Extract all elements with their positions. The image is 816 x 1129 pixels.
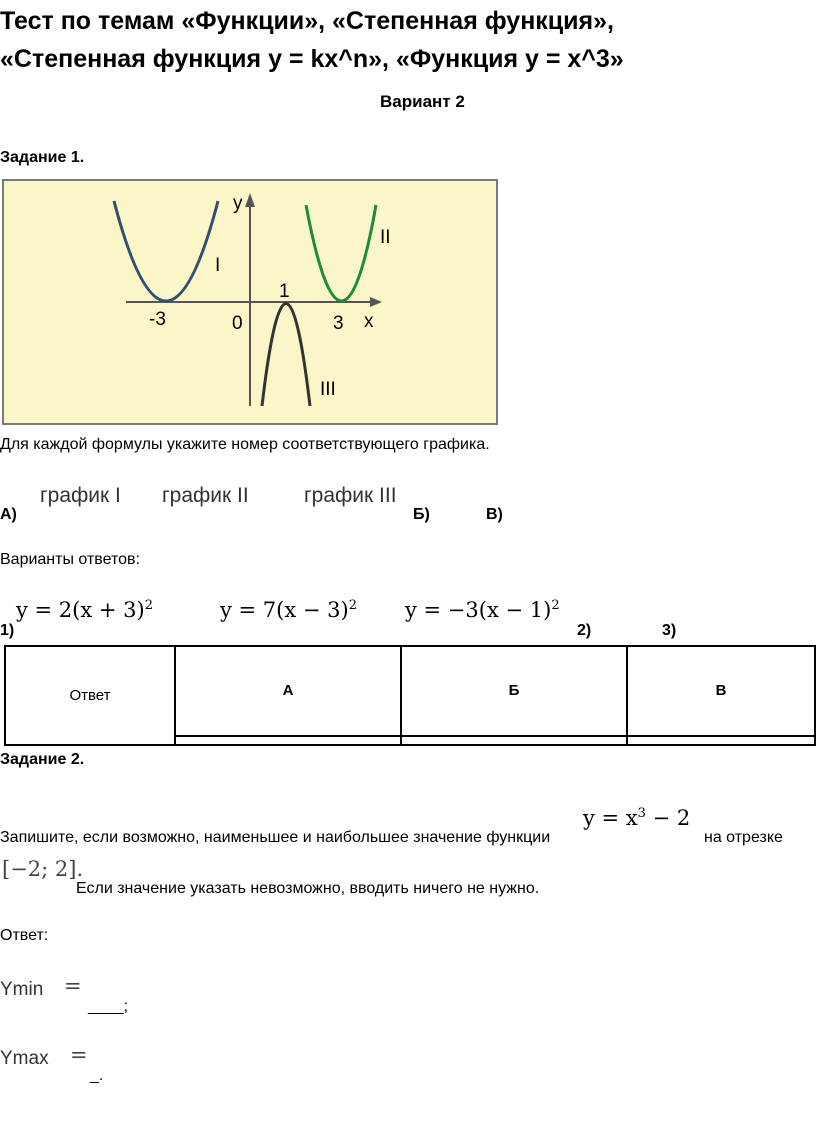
letter-a: А) <box>0 506 17 523</box>
letter-b: Б) <box>413 506 430 523</box>
num-3: 3) <box>662 622 677 639</box>
answer-label-cell: Ответ <box>5 646 175 745</box>
title-line-2: «Степенная функция y = kx^n», «Функция y = x^3» <box>0 45 624 73</box>
task1-instruction: Для каждой формулы укажите номер соответствующего графика. <box>0 436 490 453</box>
num-1: 1) <box>0 622 15 639</box>
graph-svg <box>4 181 496 423</box>
title-line-1: Тест по темам «Функции», «Степенная функция», <box>0 7 614 35</box>
function-graph <box>2 179 498 425</box>
x-axis-arrow <box>370 297 382 307</box>
tick-zero: 0 <box>232 313 243 334</box>
task2-function: $y = x^3 - 2$ <box>583 806 691 830</box>
curve-III-label: III <box>320 379 336 400</box>
answer-cell-a[interactable] <box>175 736 401 745</box>
ymax-label: Ymax <box>0 1048 49 1069</box>
task2-text-after: на отрезке <box>704 829 783 846</box>
formula-1: $y = 2(x + 3)^2$ <box>16 598 153 622</box>
col-v-header: В <box>627 646 815 736</box>
ymin-eq: = <box>64 974 82 998</box>
graph-option-3: график III <box>304 484 397 507</box>
ymax-answer-field[interactable]: _. <box>90 1067 104 1084</box>
curve-I-label: I <box>215 255 221 276</box>
x-axis-label: x <box>364 311 374 332</box>
letter-v: В) <box>486 506 503 523</box>
answer-table <box>4 645 816 746</box>
curve-II-label: II <box>380 227 391 248</box>
y-axis-label: y <box>233 193 243 214</box>
graph-option-1: график I <box>40 484 121 507</box>
answer-cell-b[interactable] <box>401 736 627 745</box>
ymin-label: Ymin <box>0 979 44 1000</box>
col-a-header: А <box>175 646 401 736</box>
ymax-eq: = <box>70 1043 88 1067</box>
curve-I <box>114 201 221 301</box>
answer-label: Ответ: <box>0 927 49 944</box>
tick-minus3: -3 <box>149 309 166 330</box>
curve-III <box>262 304 310 407</box>
options-heading: Варианты ответов: <box>0 551 140 568</box>
formula-3: $y = -3(x - 1)^2$ <box>405 598 560 622</box>
task2-heading: Задание 2. <box>0 751 85 768</box>
ymin-answer-field[interactable]: ____; <box>88 998 129 1015</box>
answer-cell-v[interactable] <box>627 736 815 745</box>
tick-one: 1 <box>279 281 290 302</box>
variant-heading: Вариант 2 <box>380 92 465 111</box>
curve-II <box>306 205 376 301</box>
formula-2: $y = 7(x - 3)^2$ <box>220 598 357 622</box>
graph-option-2: график II <box>162 484 249 507</box>
col-b-header: Б <box>401 646 627 736</box>
task2-note: Если значение указать невозможно, вводить ничего не нужно. <box>76 880 540 897</box>
task2-text-before: Запишите, если возможно, наименьшее и наибольшее значение функции <box>0 829 551 846</box>
y-axis-arrow <box>245 193 255 207</box>
page-title <box>0 2 624 78</box>
task1-heading: Задание 1. <box>0 149 85 166</box>
task2-interval: [−2; 2]. <box>2 857 84 881</box>
tick-three: 3 <box>333 313 344 334</box>
num-2: 2) <box>577 622 592 639</box>
